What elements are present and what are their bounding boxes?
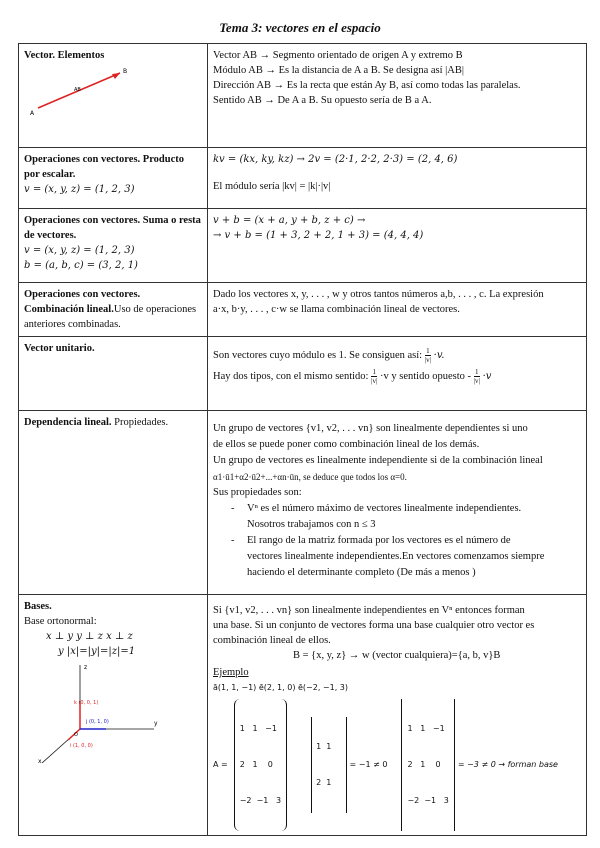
- fraction-den: |v|: [371, 377, 378, 385]
- row-subtitle: Uso de operaciones anteriores combinadas.: [24, 304, 197, 330]
- row-content-cell: [208, 44, 587, 148]
- determinant-result: = −1 ≠ 0: [349, 760, 388, 769]
- axes-figure: [24, 659, 164, 769]
- row-title: Operaciones con vectores. Combinación lineal.: [24, 289, 141, 315]
- row-label-cell: [19, 283, 208, 337]
- j-label: j (0, 1, 0): [86, 719, 109, 725]
- text-fragment: ·v: [482, 370, 492, 382]
- fraction: [425, 347, 431, 364]
- example-title: Ejemplo: [213, 667, 249, 678]
- row-equation: b = (a, b, c) = (3, 2, 1): [24, 260, 138, 271]
- text-line: Dado los vectores x, y, . . . , w y otros tantos números a,b, . . . , c. La expresión: [213, 289, 544, 300]
- text-line: Si {v1, v2, . . . vn} son linealmente independientes en Vⁿ entonces forman: [213, 605, 525, 616]
- example-vectors: ā(1, 1, −1) ē(2, 1, 0) ē(−2, −1, 3): [213, 683, 348, 692]
- matrix-row: 2 1 0: [239, 760, 273, 769]
- text-line: α1·ū1+α2·ū2+...+αn·ūn, se deduce que todos los α=0.: [213, 472, 407, 482]
- row-label-cell: [19, 44, 208, 148]
- text-line: [213, 347, 581, 364]
- row-content-cell: [208, 209, 587, 283]
- row-content-cell: [208, 595, 587, 836]
- determinant-2x2: [311, 717, 346, 813]
- list-item-cont: Nosotros trabajamos con n ≤ 3: [247, 519, 376, 530]
- row-content-cell: [208, 411, 587, 595]
- x-label: x: [38, 758, 42, 765]
- orthogonality-line: x ⊥ y y ⊥ z x ⊥ z: [46, 631, 133, 642]
- row-title: Operaciones con vectores. Producto por escalar.: [24, 154, 184, 180]
- row-label-cell: [19, 595, 208, 836]
- row-title: Vector. Elementos: [24, 50, 105, 61]
- text-line: Dirección AB → Es la recta que están Ay B, así como todas las paralelas.: [213, 80, 521, 91]
- matrix-label: A =: [213, 760, 228, 769]
- text-line: Un grupo de vectores es linealmente independiente si de la combinación lineal: [213, 455, 543, 466]
- table-row: [19, 209, 587, 283]
- text-line: una base. Si un conjunto de vectores forma una base cualquier otro vector es: [213, 620, 535, 631]
- text-line: combinación lineal de ellos.: [213, 635, 331, 646]
- matrix-row: 1 1 −1: [239, 724, 277, 733]
- table-row: [19, 44, 587, 148]
- fraction-num: 1: [475, 368, 479, 376]
- vector-ab-label: AB: [74, 87, 81, 93]
- fraction: [371, 368, 377, 385]
- row-title: Bases.: [24, 601, 52, 612]
- content-table: [18, 43, 587, 836]
- list-item: - El rango de la matriz formada por los vectores es el número de: [213, 533, 581, 549]
- fraction-num: 1: [372, 368, 376, 376]
- text-line: Un grupo de vectores {v1, v2, . . . vn} son linealmente dependientes si uno: [213, 423, 528, 434]
- text-fragment: ·v.: [433, 349, 445, 361]
- fraction-num: 1: [426, 347, 430, 355]
- origin-label: O: [74, 732, 78, 738]
- determinant-result: = −3 ≠ 0 → forman base: [457, 760, 558, 769]
- row-equation: v = (x, y, z) = (1, 2, 3): [24, 184, 135, 195]
- y-label: y: [154, 720, 158, 727]
- row-content-cell: [208, 148, 587, 209]
- fraction: [474, 368, 480, 385]
- matrix-row: −2 −1 3: [239, 796, 282, 805]
- text-line: a·x, b·y, . . . , c·w se llama combinación lineal de vectores.: [213, 304, 460, 315]
- row-label-cell: [19, 411, 208, 595]
- text-line: Módulo AB → Es la distancia de A a B. Se designa así |AB|: [213, 65, 464, 76]
- list-item: - Vⁿ es el número máximo de vectores linealmente independientes.: [213, 501, 581, 517]
- row-label-cell: [19, 209, 208, 283]
- row-title: Dependencia lineal.: [24, 417, 112, 428]
- matrix-a: [234, 699, 287, 831]
- text-line: Vector AB → Segmento orientado de origen A y extremo B: [213, 50, 463, 61]
- table-row: [19, 595, 587, 836]
- text-line: Sentido AB → De A a B. Su opuesto sería de B a A.: [213, 95, 432, 106]
- equation-line: v + b = (x + a, y + b, z + c) →: [213, 215, 366, 226]
- table-row: [19, 148, 587, 209]
- point-b-label: B: [123, 68, 128, 75]
- row-title: Operaciones con vectores. Suma o resta de vectores.: [24, 215, 201, 241]
- text-line: B = {x, y, z} → w (vector cualquiera)={a, b, v}B: [293, 650, 501, 661]
- text-line: El módulo sería |kv| = |k|·|v|: [213, 181, 331, 192]
- matrix-row: 2 1: [316, 778, 332, 787]
- text-line: Sus propiedades son:: [213, 487, 302, 498]
- row-label-cell: [19, 337, 208, 411]
- fraction-den: |v|: [424, 356, 432, 364]
- row-label-cell: [19, 148, 208, 209]
- z-label: z: [84, 664, 88, 671]
- matrix-row: 1 1: [316, 742, 332, 751]
- page-title: Tema 3: vectores en el espacio: [219, 20, 381, 35]
- list-item-cont: haciendo el determinante completo (De más a menos ): [247, 567, 476, 578]
- table-row: [19, 337, 587, 411]
- row-content-cell: [208, 283, 587, 337]
- matrix-row: 1 1 −1: [407, 724, 445, 733]
- text-line: [213, 368, 581, 385]
- determinant-3x3: [401, 699, 454, 831]
- equation-line: kv = (kx, ky, kz) → 2v = (2·1, 2·2, 2·3) = (2, 4, 6): [213, 154, 458, 165]
- text-fragment: Hay dos tipos, con el mismo sentido:: [213, 370, 369, 382]
- row-title: Vector unitario.: [24, 343, 95, 354]
- example-matrices: [213, 699, 581, 831]
- point-a-label: A: [30, 110, 35, 117]
- i-label: i (1, 0, 0): [70, 743, 93, 749]
- fraction-den: |v|: [473, 377, 480, 385]
- row-subtitle: Base ortonormal:: [24, 616, 97, 627]
- row-equation: v = (x, y, z) = (1, 2, 3): [24, 245, 135, 256]
- text-line: de ellos se puede poner como combinación lineal de los demás.: [213, 439, 480, 450]
- norm-line: y |x|=|y|=|z|=1: [58, 646, 136, 657]
- vector-ab-figure: [24, 63, 144, 118]
- matrix-row: 2 1 0: [407, 760, 441, 769]
- table-row: [19, 411, 587, 595]
- text-fragment: Son vectores cuyo módulo es 1. Se consiguen así:: [213, 349, 423, 361]
- text-fragment: ·v y sentido opuesto -: [380, 370, 472, 382]
- table-row: [19, 283, 587, 337]
- k-label: k (0, 0, 1): [74, 700, 99, 706]
- row-subtitle: Propiedades.: [111, 417, 169, 428]
- row-content-cell: [208, 337, 587, 411]
- equation-line: → v + b = (1 + 3, 2 + 2, 1 + 3) = (4, 4, 4): [213, 230, 424, 241]
- list-item-cont: vectores linealmente independientes.En vectores comenzamos siempre: [247, 551, 545, 562]
- matrix-row: −2 −1 3: [407, 796, 449, 805]
